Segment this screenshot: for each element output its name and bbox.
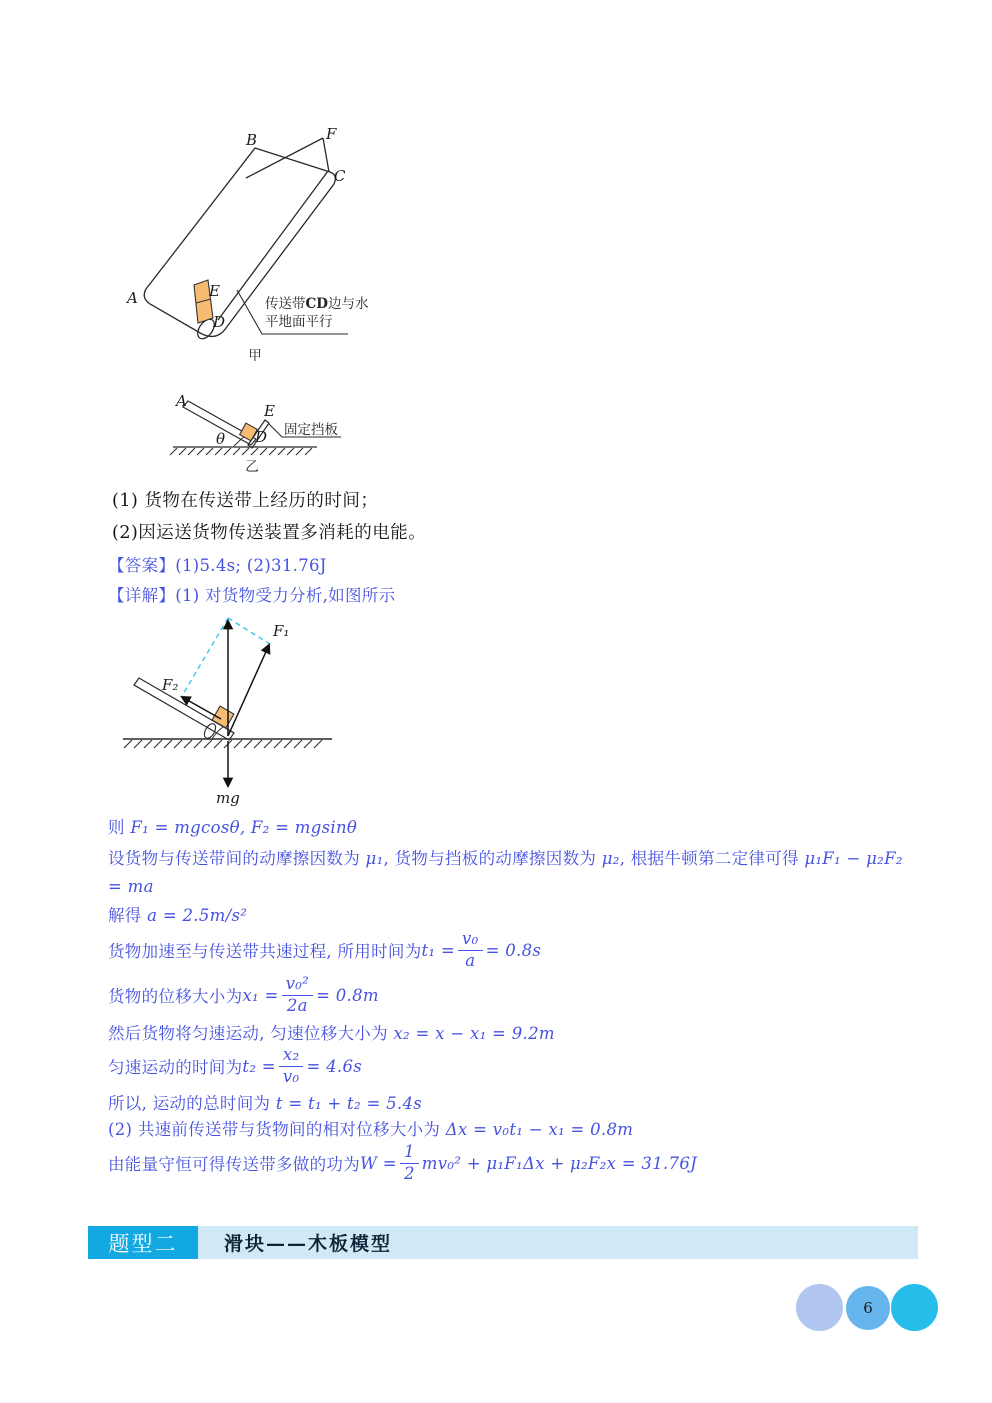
figure-force-analysis [120, 603, 350, 813]
force-arrows [182, 621, 269, 786]
label-F2: F₂ [162, 676, 179, 694]
resultant-construction-dashed [182, 618, 270, 696]
baffle-label: 固定挡板 [284, 422, 338, 438]
solution-line-11: 由能量守恒可得传送带多做的功为 W = $\frac{1}{2}$ mv₀² + μ₁F₁Δx + μ₂F₂x = 31.76J [108, 1142, 698, 1183]
page-number-circle [846, 1286, 890, 1330]
section-banner [88, 1226, 918, 1259]
section-title-bar [198, 1226, 918, 1259]
label-C: C [334, 167, 346, 185]
detail-tag: 【详解】 [108, 586, 176, 605]
label-F: F [326, 125, 337, 143]
ground-hatching [170, 447, 317, 455]
solution-line-1: 则 F₁ = mgcosθ, F₂ = mgsinθ [108, 818, 358, 837]
solution-line-4: 解得 a = 2.5m/s² [108, 906, 248, 925]
question-line-1: (1) 货物在传送带上经历的时间； [112, 491, 379, 511]
roller [202, 722, 218, 740]
solution-line-9: 所以, 运动的总时间为 t = t₁ + t₂ = 5.4s [108, 1094, 423, 1113]
label-D: D [213, 313, 226, 331]
solution-line-6: 货物的位移大小为 x₁ = $\frac{\text{v₀²}}{2a}$ = 0.8m [108, 974, 379, 1015]
solution-line-7: 然后货物将匀速运动, 匀速位移大小为 x₂ = x − x₁ = 9.2m [108, 1024, 555, 1043]
label-A: A [127, 289, 138, 307]
label-E: E [209, 282, 220, 300]
caption-yi: 乙 [245, 459, 259, 475]
label-theta: θ [216, 430, 226, 448]
section-badge: 题型二 [88, 1226, 198, 1259]
belt-note-line1: 传送带CD边与水 [265, 296, 369, 312]
fraction: $\frac{1}{2}$ [400, 1143, 419, 1183]
section-title: 滑块——木板模型 [224, 1233, 393, 1255]
label-F1: F₁ [273, 622, 290, 640]
solution-line-2: 设货物与传送带间的动摩擦因数为 μ₁, 货物与挡板的动摩擦因数为 μ₂, 根据牛顿第二定律可得 μ₁F₁ − μ₂F₂ [108, 849, 903, 868]
figure-incline-side [145, 390, 355, 480]
answer-tag: 【答案】 [108, 556, 176, 575]
solution-line-8: 匀速运动的时间为 t₂ = $\frac{\text{x₂}}{\text{v₀}}$ = 4.6s [108, 1045, 363, 1086]
fraction: $\frac{\text{v₀}}{a}$ [458, 930, 483, 970]
label-A: A [176, 392, 187, 410]
solution-line-3: = ma [108, 877, 154, 896]
answer-line [108, 552, 327, 576]
page-dot-left [796, 1284, 843, 1331]
solution-line-10: (2) 共速前传送带与货物间的相对位移大小为 Δx = v₀t₁ − x₁ = 0.8m [108, 1120, 634, 1139]
question-line-2: (2)因运送货物传送装置多消耗的电能。 [112, 523, 427, 543]
f1-arrow [228, 645, 269, 736]
page-dot-right [891, 1284, 938, 1331]
solution-line-5: 货物加速至与传送带共速过程, 所用时间为 t₁ = $\frac{\text{v₀}}{a}$ = 0.8s [108, 929, 542, 970]
label-mg: mg [216, 789, 240, 807]
fraction: $\frac{\text{x₂}}{\text{v₀}}$ [279, 1046, 304, 1086]
fraction: $\frac{\text{v₀²}}{2a}$ [282, 975, 313, 1015]
page-number: 6 [863, 1299, 873, 1317]
label-D: D [255, 428, 268, 446]
label-E: E [264, 402, 275, 420]
detail-body: (1) 对货物受力分析,如图所示 [175, 586, 396, 605]
answer-body: (1)5.4s; (2)31.76J [175, 556, 327, 575]
figure-conveyor-3d [105, 122, 395, 372]
label-B: B [246, 131, 258, 149]
belt-note-line2: 平地面平行 [265, 314, 333, 330]
caption-jia: 甲 [248, 348, 262, 364]
